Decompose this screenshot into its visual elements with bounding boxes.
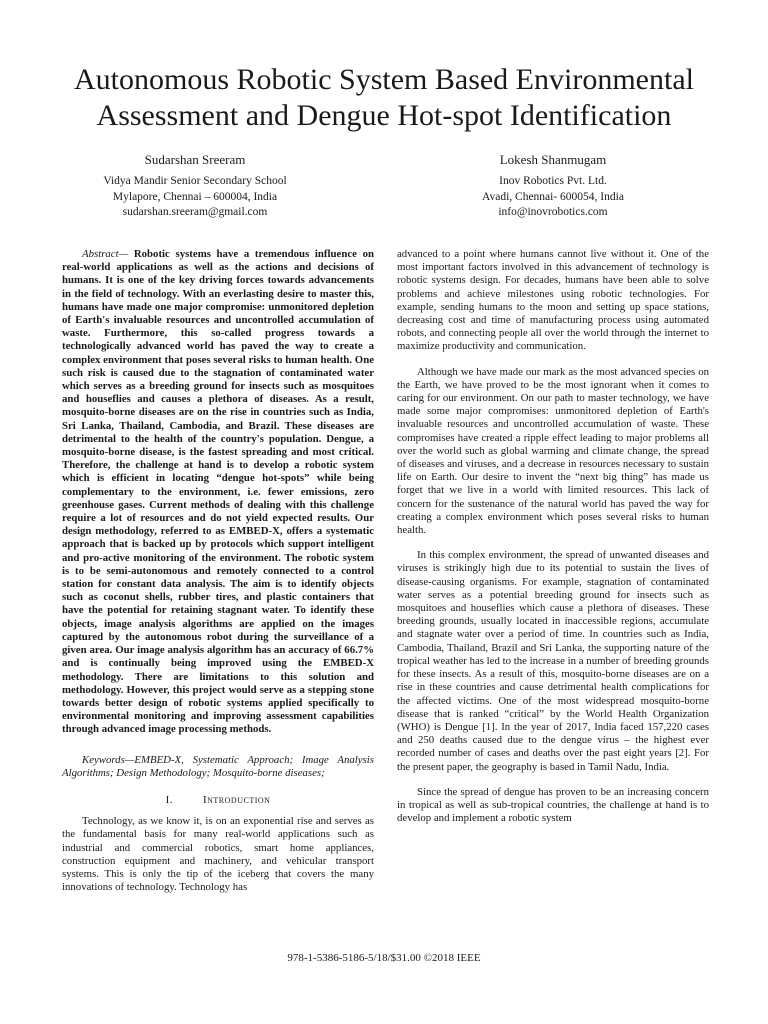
paragraph: Technology, as we know it, is on an exponential rise and serves as the fundamental basis for many real-world applications such as industrial and commercial robotics, smart home appliances, construction equipment and machinery, and vehicular transport systems. This is only the tip of the iceberg that covers the many innovations of technology. Technology has bbox=[62, 815, 374, 894]
paragraph: advanced to a point where humans cannot live without it. One of the most important factors involved in this advancement of technology is robotic systems design. For decades, humans have been able to solve problems and achieve milestones using robotic technologies. For example, sending humans to the moon and setting up space stations, decreasing cost and time of manufacturing process using automated robots, and connecting people all over the world through the internet to maximize productivity and communication. bbox=[397, 248, 709, 353]
paragraph: In this complex environment, the spread of unwanted diseases and viruses is strikingly high due to its potential to sustain the lives of disease-causing organisms. For example, stagnation of contaminated water serves as a potential breeding ground for insects such as mosquitoes and houseflies which cause a plethora of diseases. These breeding grounds, usually located in inaccessible regions, accumulate and stagnate water over a period of time. In countries such as India, Cambodia, Thailand, Brazil and Sri Lanka, the supporting nature of the tropical weather has led to the increase in a number of breeding grounds for these insects. As a result of this, mosquito-borne diseases are on a rise in these countries and cause detrimental health complications for the affected victims. One of the most widespread mosquito-borne disease that is ranked “critical” by the World Health Organization (WHO) is Dengue [1]. In the year of 2017, India faced 157,220 cases and 250 deaths caused due to the dengue virus – the highest ever recorded number of cases and deaths over the past eight years [2]. For the present paper, the geography is based in Tamil Nadu, India. bbox=[397, 549, 709, 773]
author-email: info@inovrobotics.com bbox=[498, 206, 608, 218]
paragraph: Since the spread of dengue has proven to be an increasing concern in tropical as well as sub-tropical countries, the challenge at hand is to develop and implement a robotic system bbox=[397, 785, 709, 825]
section-number: I. bbox=[165, 793, 173, 806]
paper-title bbox=[40, 62, 728, 134]
author-email: sudarshan.sreeram@gmail.com bbox=[122, 206, 268, 218]
right-column bbox=[397, 248, 709, 825]
author-affiliation: Vidya Mandir Senior Secondary School bbox=[103, 175, 287, 187]
author-name: Sudarshan Sreeram bbox=[144, 152, 246, 167]
title-line-1: Autonomous Robotic System Based Environmental bbox=[74, 63, 694, 96]
abstract bbox=[62, 248, 374, 737]
abstract-text: Robotic systems have a tremendous influence on real-world applications as well as the actions and decisions of humans. It is one of the key driving forces towards advancements in the field of technology. With an everlasting desire to master this, humans have made one major compromise: unmonitored depletion of Earth's invaluable resources and uncontrolled accumulation of waste. Furthermore, this so-called progress towards a technologically advanced world has paved the way to create a complex environment that poses several risks to human health. One such risk is caused due to the stagnation of contaminated water which serves as a breeding ground for insects such as mosquitoes and houseflies and causes a plethora of diseases. As a result, mosquito-borne diseases are on the rise in countries such as India, Sri Lanka, Thailand, Cambodia, and Brazil. These diseases are detrimental to the health of the country's population. Dengue, a mosquito-borne disease, is the fastest spreading and most critical. Therefore, the challenge at hand is to develop a robotic system which is efficient in locating “dengue hot-spots” while being complementary to the environment, i.e. fewer emissions, zero greenhouse gases. Current methods of dealing with this challenge require a lot of resources and do not yield expected results. Our design methodology, referred to as EMBED-X, offers a systematic approach that is backed up by protocols which support intelligent and pro-active monitoring of the environment. The robotic system is to be semi-autonomous and remotely connected to a control station for constant data analysis. The aim is to identify objects such as coconut shells, rubber tires, and plastic containers that have the potential for retaining stagnant water. To identify these objects, image analysis algorithms are applied on the images captured by the autonomous robot during the surveillance of a given area. Our image analysis algorithm has an accuracy of 66.7% and is continually being improved using the EMBED-X methodology. There are limitations to this solution and methodology. However, this project would serve as a stepping stone towards better design of robotic systems applied specifically to environmental monitoring and improving assessment capabilities through advanced image processing methods. bbox=[62, 248, 374, 736]
copyright-footer: 978-1-5386-5186-5/18/$31.00 ©2018 IEEE bbox=[287, 952, 481, 964]
author-affiliation: Inov Robotics Pvt. Ltd. bbox=[499, 175, 607, 187]
author-name: Lokesh Shanmugam bbox=[499, 152, 607, 167]
section-title: Introduction bbox=[202, 793, 271, 806]
author-address: Mylapore, Chennai – 600004, India bbox=[112, 190, 278, 203]
abstract-label: Abstract— bbox=[82, 248, 129, 260]
author-block-2 bbox=[403, 150, 703, 221]
author-address: Avadi, Chennai- 600054, India bbox=[482, 190, 624, 203]
section-heading bbox=[62, 794, 374, 807]
paragraph: Although we have made our mark as the most advanced species on the Earth, we have proved to be the most ignorant when it comes to caring for our environment. On our path to master technology, we have made some major compromises: unmonitored depletion of Earth's invaluable resources and uncontrolled accumulation of waste. These compromises have created a ripple effect leading to major problems all over the world such as global warming and climate change, the spread of diseases and viruses, and a decrease in resources necessary to sustain life on Earth. Our desire to invent the “next big thing” has made us forget that we live in a world with limited resources. This lack of concern for the sustenance of the natural world has paved the way for creating a complex environment which poses several risks to human health. bbox=[397, 365, 709, 537]
author-block-1 bbox=[45, 150, 345, 221]
left-column bbox=[62, 248, 374, 894]
title-line-2: Assessment and Dengue Hot-spot Identification bbox=[96, 99, 672, 132]
keywords: Keywords—EMBED-X, Systematic Approach; Image Analysis Algorithms; Design Methodology; Mosquito-borne diseases; bbox=[62, 753, 374, 779]
